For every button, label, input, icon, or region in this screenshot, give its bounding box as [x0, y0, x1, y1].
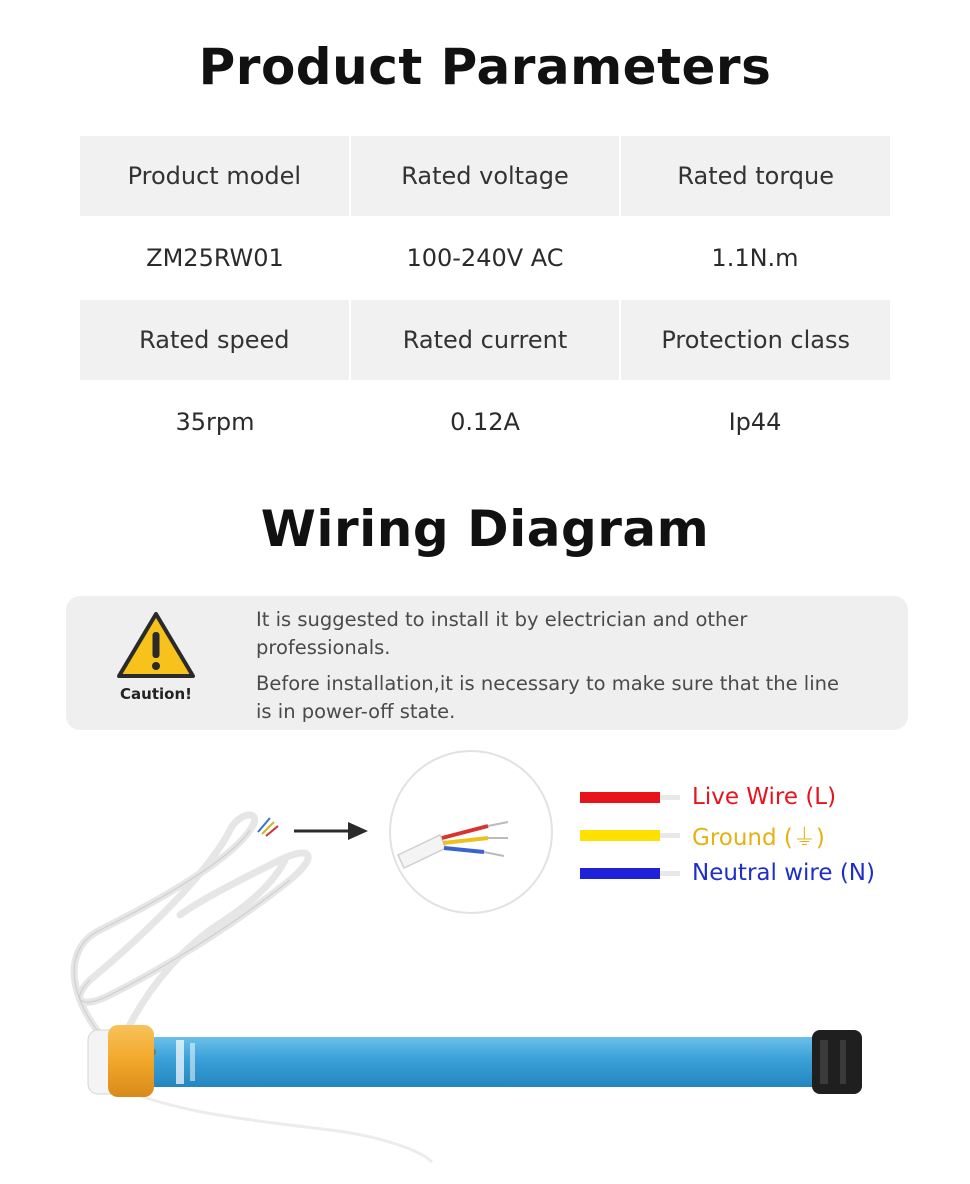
table-row — [80, 382, 890, 462]
param-value: 1.1N.m — [711, 244, 799, 272]
param-value: Ip44 — [728, 408, 782, 436]
arrow-right-icon — [294, 822, 368, 840]
live-wire-swatch — [580, 792, 660, 803]
table-row — [80, 300, 890, 380]
parameters-table — [80, 136, 890, 464]
neutral-wire-swatch — [580, 868, 660, 879]
parameters-title: Product Parameters — [198, 38, 772, 96]
param-label: Rated speed — [80, 300, 349, 380]
param-value: ZM25RW01 — [146, 244, 284, 272]
caution-line: It is suggested to install it by electrician and other professionals. — [256, 608, 748, 659]
ground-wire-label: Ground (⏚) — [692, 824, 825, 851]
caution-line: Before installation,it is necessary to make sure that the line — [256, 672, 839, 695]
ground-wire-swatch — [580, 830, 660, 841]
caution-label: Caution! — [120, 685, 192, 703]
caution-line: is in power-off state. — [256, 700, 456, 723]
param-value: 0.12A — [450, 408, 520, 436]
caution-panel — [66, 596, 908, 730]
table-row — [80, 136, 890, 216]
caution-text — [256, 606, 876, 734]
wire-legend — [580, 778, 900, 892]
table-row — [80, 218, 890, 298]
param-value: 35rpm — [175, 408, 255, 436]
param-label: Protection class — [619, 300, 890, 380]
wire-legend-item — [580, 778, 900, 816]
warning-triangle-icon — [116, 610, 196, 680]
param-label: Product model — [80, 136, 349, 216]
param-label: Rated voltage — [349, 136, 620, 216]
neutral-wire-label: Neutral wire (N) — [692, 860, 875, 886]
param-value: 100-240V AC — [406, 244, 564, 272]
wiring-title: Wiring Diagram — [260, 500, 710, 558]
param-label: Rated torque — [619, 136, 890, 216]
wire-legend-item — [580, 854, 900, 892]
wire-legend-item — [580, 816, 900, 854]
live-wire-label: Live Wire (L) — [692, 784, 837, 810]
param-label: Rated current — [349, 300, 620, 380]
